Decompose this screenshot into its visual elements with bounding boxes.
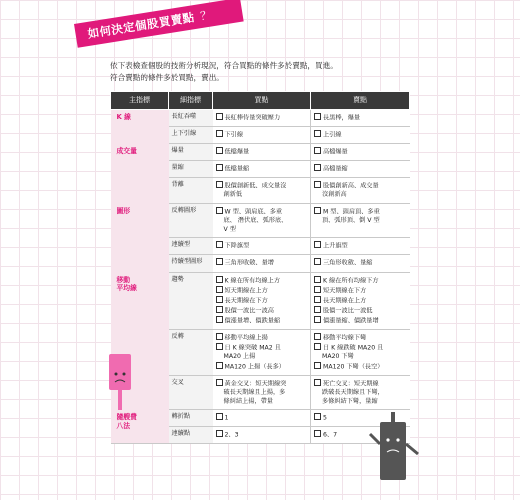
category-cell: 圖形 xyxy=(111,204,169,272)
checkbox-icon[interactable] xyxy=(216,147,223,154)
sell-text: MA120 下彎（長空） xyxy=(323,363,384,371)
checkbox-icon[interactable] xyxy=(314,130,321,137)
checkbox-icon[interactable] xyxy=(216,276,223,283)
buy-text: 下降旗型 xyxy=(224,242,250,250)
buy-text: V 型 xyxy=(223,225,236,233)
buy-text: 長天期線在下方 xyxy=(224,297,268,305)
sell-cell xyxy=(311,272,410,329)
header-sub: 細指標 xyxy=(169,92,213,110)
checkbox-icon[interactable] xyxy=(216,207,223,214)
checkbox-icon[interactable] xyxy=(314,306,321,313)
checkbox-icon[interactable] xyxy=(216,316,223,323)
checkbox-icon[interactable] xyxy=(314,379,321,386)
sell-text: 6、7 xyxy=(323,431,338,439)
sub-indicator-cell: 轉折點 xyxy=(169,410,213,427)
candlestick-mascot-right xyxy=(368,412,420,492)
checkbox-icon[interactable] xyxy=(314,413,321,420)
sub-indicator-cell: 趨勢 xyxy=(169,272,213,329)
table-body xyxy=(111,110,410,444)
checkbox-icon[interactable] xyxy=(216,130,223,137)
checkbox-icon[interactable] xyxy=(216,181,223,188)
sell-text: M 型、頭肩頂、多重 xyxy=(323,208,380,216)
sell-text: 頂、弧形頂、倒 V 型 xyxy=(322,217,380,225)
sub-indicator-cell: 連續型 xyxy=(169,238,213,255)
checkbox-icon[interactable] xyxy=(314,207,321,214)
buy-cell xyxy=(213,375,311,409)
buy-cell xyxy=(213,330,311,376)
buy-text: 下引線 xyxy=(224,131,244,139)
buy-text: 條糾結上揚，帶量 xyxy=(223,397,273,405)
buy-text: 長紅棒侍量突破壓力 xyxy=(224,114,281,122)
checkbox-icon[interactable] xyxy=(314,258,321,265)
sell-cell xyxy=(311,127,410,144)
sub-indicator-cell: 背離 xyxy=(169,178,213,204)
checkbox-icon[interactable] xyxy=(216,333,223,340)
sell-text: 跌破長天期線且下彎， xyxy=(322,388,384,396)
sell-text: 上升旗型 xyxy=(323,242,348,250)
buy-text: K 線在所有均線上方 xyxy=(224,277,281,285)
table-row xyxy=(111,410,410,427)
checkbox-icon[interactable] xyxy=(216,362,223,369)
sell-cell xyxy=(311,255,410,272)
checkbox-icon[interactable] xyxy=(216,164,223,171)
buy-text: 1 xyxy=(224,414,229,422)
buy-text: 三角形收斂、量增 xyxy=(224,259,274,267)
header-sell: 賣點 xyxy=(311,92,410,110)
sub-indicator-cell: 上下引線 xyxy=(169,127,213,144)
category-cell: 移動 平均線 xyxy=(111,272,169,410)
buy-cell xyxy=(213,127,311,144)
sell-text: 沒創新高 xyxy=(322,191,347,199)
table-header-row xyxy=(111,92,410,110)
checkbox-icon[interactable] xyxy=(216,296,223,303)
buy-text: 低檔量縮 xyxy=(224,165,250,173)
checkbox-icon[interactable] xyxy=(314,276,321,283)
category-cell: 隨艘費 八法 xyxy=(111,410,169,444)
buy-text: 黃金交叉：短天期線突 xyxy=(224,380,287,388)
checkbox-icon[interactable] xyxy=(314,286,321,293)
sell-text: 長天期線在上方 xyxy=(323,297,367,305)
question-mark: ？ xyxy=(199,7,214,24)
table-row xyxy=(111,110,410,127)
header-main: 主指標 xyxy=(111,92,169,110)
sub-indicator-cell: 量縮 xyxy=(169,161,213,178)
category-cell: 成交量 xyxy=(111,144,169,204)
table-row xyxy=(111,204,410,238)
buy-text: 底、 潛伏底、弧形底、 xyxy=(223,217,288,225)
sell-cell xyxy=(311,238,410,255)
buy-text: MA20 上揚 xyxy=(223,353,256,361)
intro-line-1: 依下表檢查個股的技術分析現況，符合買點的條件多於賣點，買進。 xyxy=(110,61,338,70)
header-buy: 買點 xyxy=(213,92,311,110)
checkbox-icon[interactable] xyxy=(216,413,223,420)
buy-cell xyxy=(213,204,311,238)
buy-text: 低檔爆量 xyxy=(224,148,250,156)
table-row xyxy=(111,144,410,161)
buy-cell xyxy=(213,144,311,161)
sell-text: 5 xyxy=(323,414,327,422)
sell-text: 日 K 線跌破 MA20 且 xyxy=(323,344,384,352)
sub-indicator-cell: 爆量 xyxy=(169,144,213,161)
trade-signal-table xyxy=(110,91,410,444)
sell-text: 死亡交叉：短天期線 xyxy=(323,380,379,388)
checkbox-icon[interactable] xyxy=(314,316,321,323)
table-row xyxy=(111,272,410,329)
checkbox-icon[interactable] xyxy=(216,258,223,265)
intro-line-2: 符合賣點的條件多於買點，賣出。 xyxy=(110,73,224,82)
candlestick-mascot-left xyxy=(101,352,139,414)
buy-cell xyxy=(213,178,311,204)
buy-text: 日 K 線突破 MA2 且 xyxy=(224,344,281,352)
sell-text: 上引線 xyxy=(323,131,342,139)
sell-text: 價漲量縮、價跌量增 xyxy=(323,317,379,325)
checkbox-icon[interactable] xyxy=(216,241,223,248)
buy-cell xyxy=(213,272,311,329)
sell-text: 三角形收斂、量縮 xyxy=(323,259,373,267)
sell-cell xyxy=(311,178,410,204)
sub-indicator-cell: 連續點 xyxy=(169,427,213,444)
checkbox-icon[interactable] xyxy=(314,164,321,171)
sub-indicator-cell: 反轉圖形 xyxy=(169,204,213,238)
checkbox-icon[interactable] xyxy=(314,113,321,120)
checkbox-icon[interactable] xyxy=(216,430,223,437)
checkbox-icon[interactable] xyxy=(314,343,321,350)
buy-cell xyxy=(213,161,311,178)
checkbox-icon[interactable] xyxy=(216,306,223,313)
buy-text: 2、3 xyxy=(224,431,239,439)
checkbox-icon[interactable] xyxy=(314,430,321,437)
buy-text: 短天期線在上方 xyxy=(224,287,268,295)
category-cell: K 線 xyxy=(111,110,169,144)
buy-cell xyxy=(213,255,311,272)
sell-text: 多條糾結下彎，量縮 xyxy=(322,397,378,405)
checkbox-icon[interactable] xyxy=(216,343,223,350)
sell-text: 移動平均線下彎 xyxy=(323,334,367,342)
sub-indicator-cell: 長紅吞噬 xyxy=(169,110,213,127)
sell-cell xyxy=(311,110,410,127)
buy-cell xyxy=(213,410,311,427)
checkbox-icon[interactable] xyxy=(216,113,223,120)
buy-cell xyxy=(213,238,311,255)
checkbox-icon[interactable] xyxy=(314,296,321,303)
buy-text: W 型、頭肩底、多重 xyxy=(224,208,283,216)
buy-cell xyxy=(213,427,311,444)
checkbox-icon[interactable] xyxy=(314,362,321,369)
buy-text: 移動平均線上揚 xyxy=(224,334,268,342)
checkbox-icon[interactable] xyxy=(216,286,223,293)
sell-cell xyxy=(311,204,410,238)
sell-text: 短天期線在下方 xyxy=(323,287,367,295)
sell-cell xyxy=(311,161,410,178)
sell-cell xyxy=(311,375,410,409)
sell-text: 高檔量縮 xyxy=(323,165,348,173)
checkbox-icon[interactable] xyxy=(314,333,321,340)
sell-text: 股價一波比一波低 xyxy=(323,307,373,315)
buy-text: 股價創新低、成交量沒 xyxy=(224,182,287,190)
sub-indicator-cell: 交叉 xyxy=(169,375,213,409)
sell-text: 股價創新高、成交量 xyxy=(323,182,379,190)
sell-cell xyxy=(311,144,410,161)
sell-cell xyxy=(311,330,410,376)
sub-indicator-cell: 反轉 xyxy=(169,330,213,376)
checkbox-icon[interactable] xyxy=(216,379,223,386)
checkbox-icon[interactable] xyxy=(314,241,321,248)
checkbox-icon[interactable] xyxy=(314,147,321,154)
buy-text: 破長天期線且上揚，多 xyxy=(223,388,286,396)
sub-indicator-cell: 持續型圖形 xyxy=(169,255,213,272)
buy-text: 創新低 xyxy=(223,191,243,199)
sell-text: MA20 下彎 xyxy=(322,353,354,361)
buy-text: 股價一波比一波高 xyxy=(224,307,274,315)
intro-text xyxy=(110,60,450,84)
sell-text: 高檔爆量 xyxy=(323,148,348,156)
sell-text: K 線在所有均線下方 xyxy=(323,277,379,285)
banner-title: 如何決定個股買賣點 xyxy=(86,10,196,41)
buy-text: 價漲量增、價跌量縮 xyxy=(224,317,281,325)
sell-text: 長黑棒，爆量 xyxy=(323,114,361,122)
buy-text: MA120 上揚（長多） xyxy=(224,363,285,371)
section-banner xyxy=(74,0,244,48)
buy-cell xyxy=(213,110,311,127)
checkbox-icon[interactable] xyxy=(314,181,321,188)
